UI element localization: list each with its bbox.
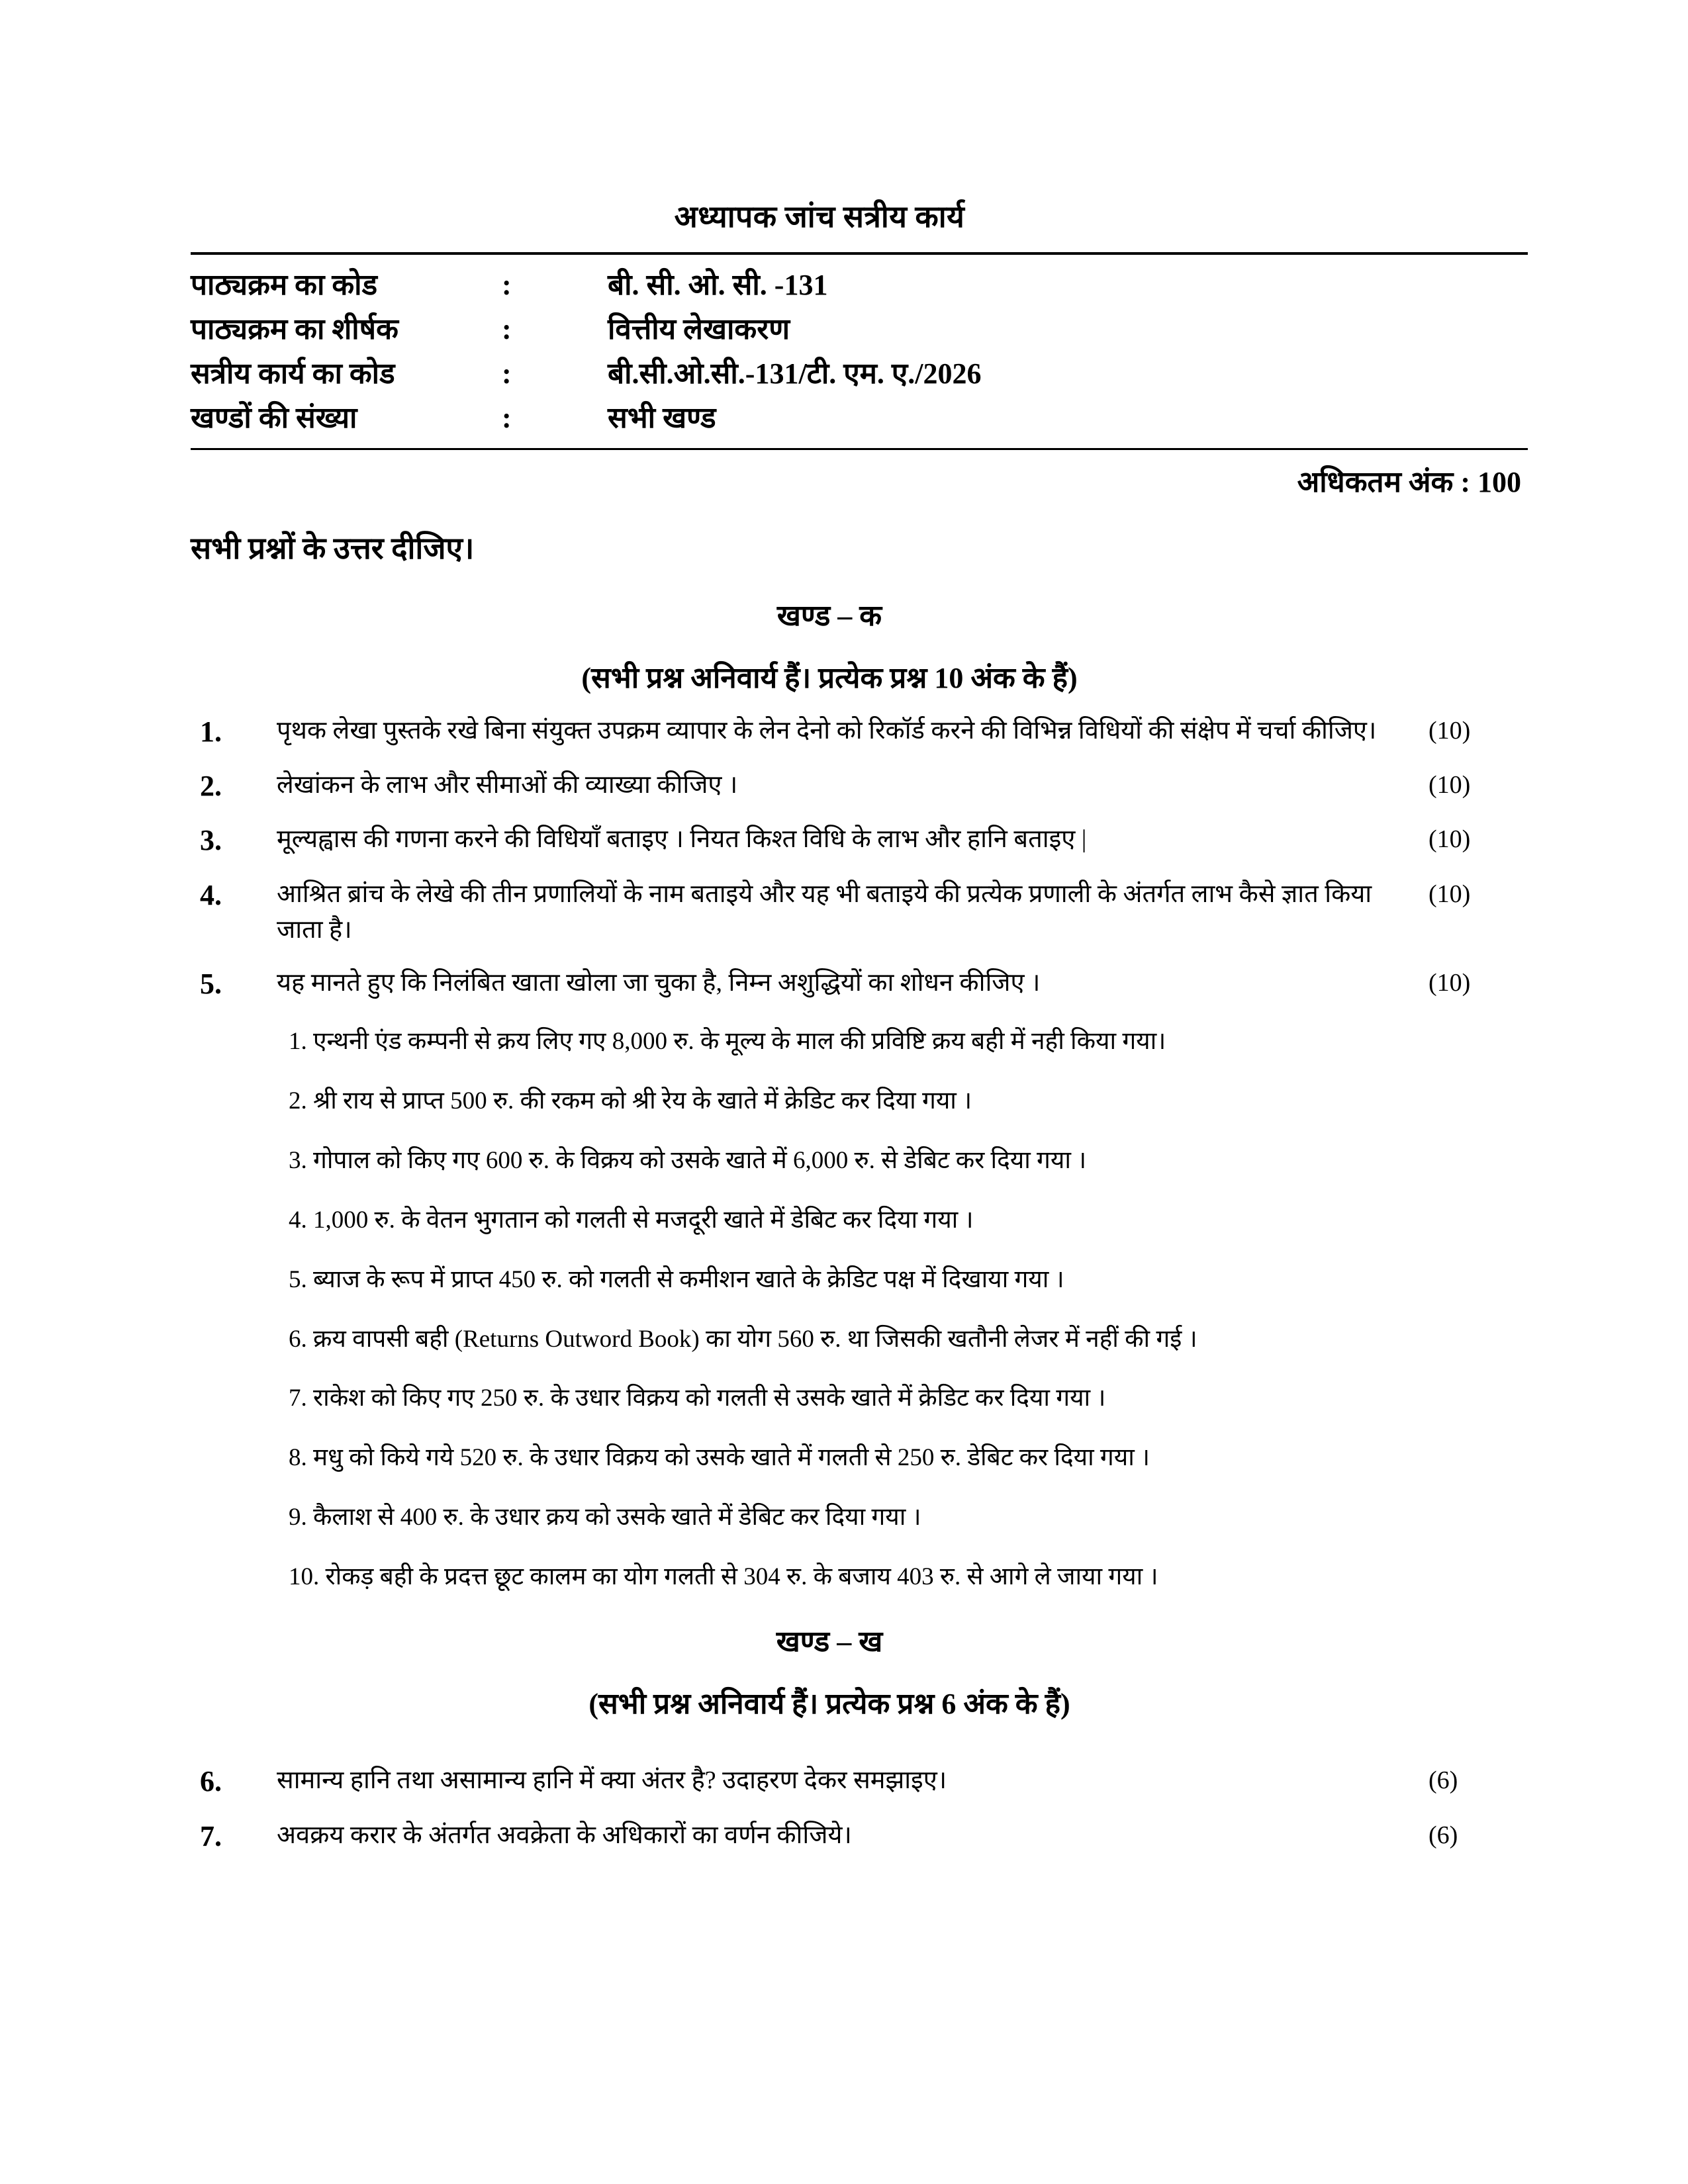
list-item: 6. क्रय वापसी बही (Returns Outword Book) का योग 560 रु. था जिसकी खतौनी लेजर में नहीं की गई । (289, 1325, 1197, 1353)
info-value: बी. सी. ओ. सी. -131 (608, 269, 828, 302)
question-number: 5. (200, 967, 222, 1000)
question-row (191, 713, 1528, 751)
info-colon: : (502, 269, 512, 302)
question-row (191, 1763, 1528, 1800)
list-item: 2. श्री राय से प्राप्त 500 रु. की रकम को श्री रेय के खाते में क्रेडिट कर दिया गया । (289, 1087, 972, 1115)
info-label: सत्रीय कार्य का कोड (191, 357, 395, 390)
question-marks: (10) (1429, 825, 1471, 854)
section-b-question-list (191, 1763, 1528, 1855)
question-marks: (10) (1429, 968, 1471, 997)
document-content (191, 199, 1528, 1855)
question-number: 3. (200, 824, 222, 857)
question-text: पृथक लेखा पुस्तके रखे बिना संयुक्त उपक्रम व्यापार के लेन देनो को रिकॉर्ड करने की विभिन्न विधियों की संक्षेप में चर्चा कीजिए। (277, 716, 1377, 745)
question-number: 2. (200, 770, 222, 802)
info-label: खण्डों की संख्या (191, 401, 357, 434)
question-row (191, 768, 1528, 805)
question-row (191, 1818, 1528, 1855)
question-marks: (6) (1429, 1766, 1458, 1795)
list-item: 1. एन्थनी एंड कम्पनी से क्रय लिए गए 8,000 रु. के मूल्य के माल की प्रविष्टि क्रय बही में नही किया गया। (289, 1027, 1166, 1055)
section-a-question-list (191, 713, 1528, 1003)
page-title: अध्यापक जांच सत्रीय कार्य (674, 200, 965, 234)
table-row (191, 264, 1528, 308)
question-text: यह मानते हुए कि निलंबित खाता खोला जा चुका है, निम्न अशुद्धियों का शोधन कीजिए । (277, 968, 1041, 997)
general-instruction: सभी प्रश्नों के उत्तर दीजिए। (191, 531, 475, 565)
question-marks: (10) (1429, 880, 1471, 908)
list-item: 5. ब्याज के रूप में प्राप्त 450 रु. को गलती से कमीशन खाते के क्रेडिट पक्ष में दिखाया गया । (289, 1265, 1064, 1293)
question-text: सामान्य हानि तथा असामान्य हानि में क्या अंतर है? उदाहरण देकर समझाइए। (277, 1766, 947, 1795)
question-marks: (6) (1429, 1821, 1458, 1849)
spacer (191, 1726, 1528, 1746)
info-label: पाठ्यक्रम का शीर्षक (191, 313, 399, 346)
question-text: आश्रित ब्रांच के लेखे की तीन प्रणालियों के नाम बताइये और यह भी बताइये की प्रत्येक प्रणाली के अंतर्गत लाभ कैसे ज्ञात किया जाता है। (277, 880, 1372, 944)
max-marks-label: अधिकतम अंक : 100 (1297, 465, 1521, 498)
table-row (191, 353, 1528, 397)
question-text: लेखांकन के लाभ और सीमाओं की व्याख्या कीजिए । (277, 771, 738, 799)
course-info-table (191, 264, 1528, 441)
list-item: 3. गोपाल को किए गए 600 रु. के विक्रय को उसके खाते में 6,000 रु. से डेबिट कर दिया गया । (289, 1146, 1087, 1174)
list-item: 7. राकेश को किए गए 250 रु. के उधार विक्रय को गलती से उसके खाते में क्रेडिट कर दिया गया । (289, 1385, 1106, 1412)
header-rule-top (191, 252, 1528, 255)
list-item: 8. मधु को किये गये 520 रु. के उधार विक्रय को उसके खाते में गलती से 250 रु. डेबिट कर दिया गया । (289, 1444, 1150, 1472)
question-marks: (10) (1429, 716, 1471, 745)
question-number: 4. (200, 878, 222, 911)
table-row (191, 397, 1528, 441)
info-value: सभी खण्ड (608, 401, 716, 434)
info-value: बी.सी.ओ.सी.-131/टी. एम. ए./2026 (608, 357, 982, 390)
question-number: 6. (200, 1765, 222, 1798)
list-item: 4. 1,000 रु. के वेतन भुगतान को गलती से मजदूरी खाते में डेबिट कर दिया गया । (289, 1206, 974, 1234)
question-row (191, 877, 1528, 948)
info-label: पाठ्यक्रम का कोड (191, 269, 378, 302)
section-a-heading: खण्ड – क (776, 599, 882, 632)
list-item: 10. रोकड़ बही के प्रदत्त छूट कालम का योग गलती से 304 रु. के बजाय 403 रु. से आगे ले जाया गया । (289, 1563, 1158, 1591)
question-5-subitem-list (191, 1025, 1528, 1594)
info-value: वित्तीय लेखाकरण (608, 313, 790, 346)
section-b-subheading: (सभी प्रश्न अनिवार्य हैं। प्रत्येक प्रश्न 6 अंक के हैं) (588, 1688, 1070, 1721)
question-text: अवक्रय करार के अंतर्गत अवक्रेता के अधिकारों का वर्णन कीजिये। (277, 1821, 852, 1849)
section-b-heading: खण्ड – ख (776, 1625, 883, 1659)
list-item: 9. कैलाश से 400 रु. के उधार क्रय को उसके खाते में डेबिट कर दिया गया । (289, 1504, 921, 1531)
question-number: 7. (200, 1819, 222, 1852)
question-row (191, 966, 1528, 1003)
info-colon: : (502, 357, 512, 390)
header-rule-bottom (191, 448, 1528, 450)
section-a-subheading: (सभी प्रश्न अनिवार्य हैं। प्रत्येक प्रश्न 10 अंक के हैं) (581, 661, 1078, 694)
info-colon: : (502, 401, 512, 434)
question-row (191, 822, 1528, 859)
info-colon: : (502, 313, 512, 346)
table-row (191, 308, 1528, 353)
question-text: मूल्यह्वास की गणना करने की विधियाँ बताइए । नियत किश्त विधि के लाभ और हानि बताइए | (277, 825, 1087, 854)
question-marks: (10) (1429, 771, 1471, 799)
question-number: 1. (200, 715, 222, 748)
